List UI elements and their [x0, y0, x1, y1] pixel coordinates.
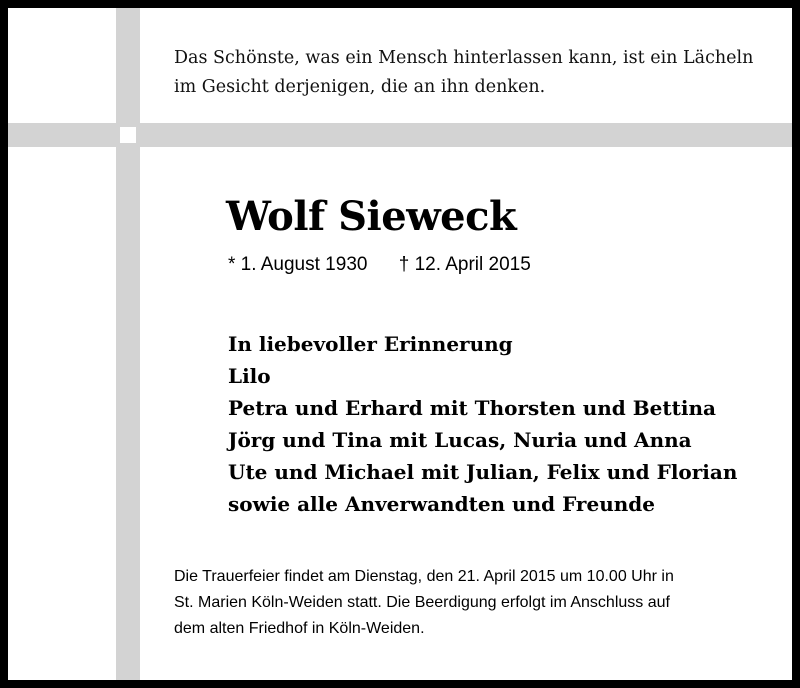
mourner-line: Petra und Erhard mit Thorsten und Bettina — [228, 396, 716, 420]
notice-line-1: Die Trauerfeier findet am Dienstag, den 21. April 2015 um 10.00 Uhr in — [174, 568, 674, 585]
notice-line-2: St. Marien Köln-Weiden statt. Die Beerdigung erfolgt im Anschluss auf — [174, 594, 670, 611]
birth-date: * 1. August 1930 — [228, 254, 368, 275]
notice-line-3: dem alten Friedhof in Köln-Weiden. — [174, 620, 425, 637]
mourner-line: Ute und Michael mit Julian, Felix und Florian — [228, 460, 738, 484]
life-dates — [228, 252, 531, 278]
mourner-line: In liebevoller Erinnerung — [228, 332, 513, 356]
motto-line-1: Das Schönste, was ein Mensch hinterlassen kann, ist ein Lächeln — [174, 48, 754, 68]
cross-vertical-bar — [116, 8, 140, 680]
mourner-line: sowie alle Anverwandten und Freunde — [228, 492, 655, 516]
mourners-list — [228, 328, 788, 520]
funeral-notice — [174, 564, 784, 642]
motto-line-2: im Gesicht derjenigen, die an ihn denken. — [174, 77, 546, 97]
cross-intersection — [120, 127, 136, 143]
mourner-line: Jörg und Tina mit Lucas, Nuria und Anna — [228, 428, 692, 452]
mourner-line: Lilo — [228, 364, 271, 388]
deceased-name: Wolf Sieweck — [226, 193, 517, 240]
death-date: † 12. April 2015 — [398, 254, 531, 275]
motto-quote — [174, 44, 774, 102]
